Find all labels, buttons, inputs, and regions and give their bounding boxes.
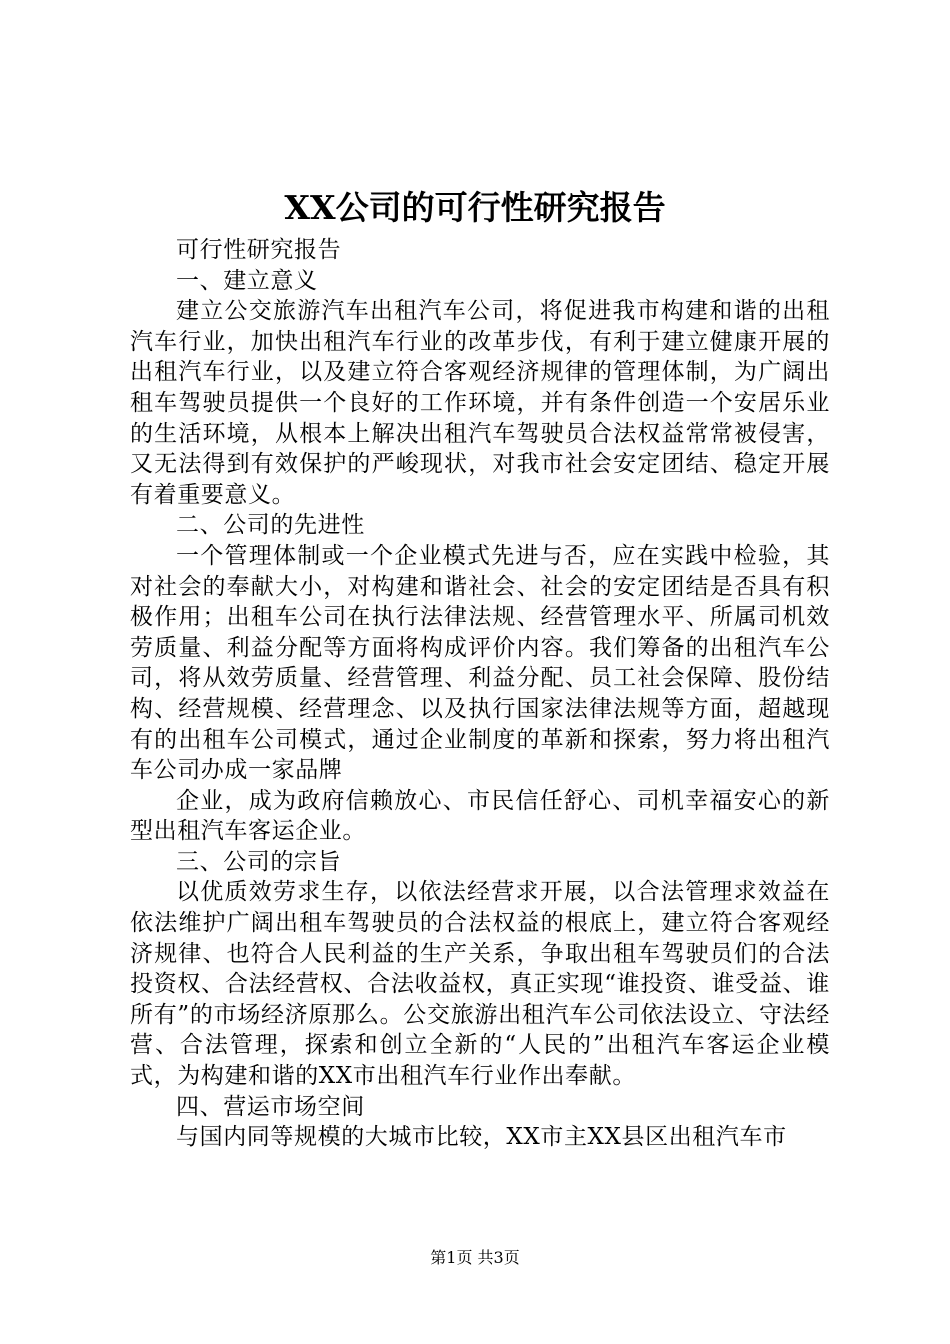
section-heading-1: 一、建立意义 xyxy=(176,267,318,294)
page-footer: 第1页 共3页 xyxy=(430,1248,520,1267)
section-heading-2: 二、公司的先进性 xyxy=(176,512,365,539)
section-1-paragraph: 建立公交旅游汽车出租汽车公司，将促进我市构建和谐的出租汽车行业，加快出租汽车行业的改革步伐，有利于建立健康开展的出租汽车行业，以及建立符合客观经济规律的管理体制，为广阔出租车驾驶员提供一个良好的工作环境，并有条件创造一个安居乐业的生活环境，从根本上解决出租汽车驾驶员合法权益常常被侵害，又无法得到有效保护的严峻现状，对我市社会安定团结、稳定开展有着重要意义。 xyxy=(130,298,830,508)
section-heading-4: 四、营运市场空间 xyxy=(176,1093,365,1120)
document-body xyxy=(130,235,830,1153)
document-title: XX公司的可行性研究报告 xyxy=(284,188,666,227)
section-3-paragraph: 以优质效劳求生存，以依法经营求开展，以合法管理求效益在依法维护广阔出租车驾驶员的合法权益的根底上，建立符合客观经济规律、也符合人民利益的生产关系，争取出租车驾驶员们的合法投资权、合法经营权、合法收益权，真正实现“谁投资、谁受益、谁所有”的市场经济原那么。公交旅游出租汽车公司依法设立、守法经营、合法管理，探索和创立全新的“人民的”出租汽车客运企业模式，为构建和谐的XX市出租汽车行业作出奉献。 xyxy=(130,879,830,1090)
section-4-paragraph: 与国内同等规模的大城市比较，XX市主XX县区出租汽车市 xyxy=(176,1124,787,1151)
section-2-paragraph-2: 企业，成为政府信赖放心、市民信任舒心、司机幸福安心的新型出租汽车客运企业。 xyxy=(130,787,830,845)
section-heading-3: 三、公司的宗旨 xyxy=(176,848,342,875)
report-label: 可行性研究报告 xyxy=(176,237,342,263)
section-2-paragraph-1: 一个管理体制或一个企业模式先进与否，应在实践中检验，其对社会的奉献大小，对构建和谐社会、社会的安定团结是否具有积极作用；出租车公司在执行法律法规、经营管理水平、所属司机效劳质量、利益分配等方面将构成评价内容。我们筹备的出租汽车公司，将从效劳质量、经营管理、利益分配、员工社会保障、股份结构、经营规模、经营理念、以及执行国家法律法规等方面，超越现有的出租车公司模式，通过企业制度的革新和探索，努力将出租汽车公司办成一家品牌 xyxy=(130,542,830,784)
